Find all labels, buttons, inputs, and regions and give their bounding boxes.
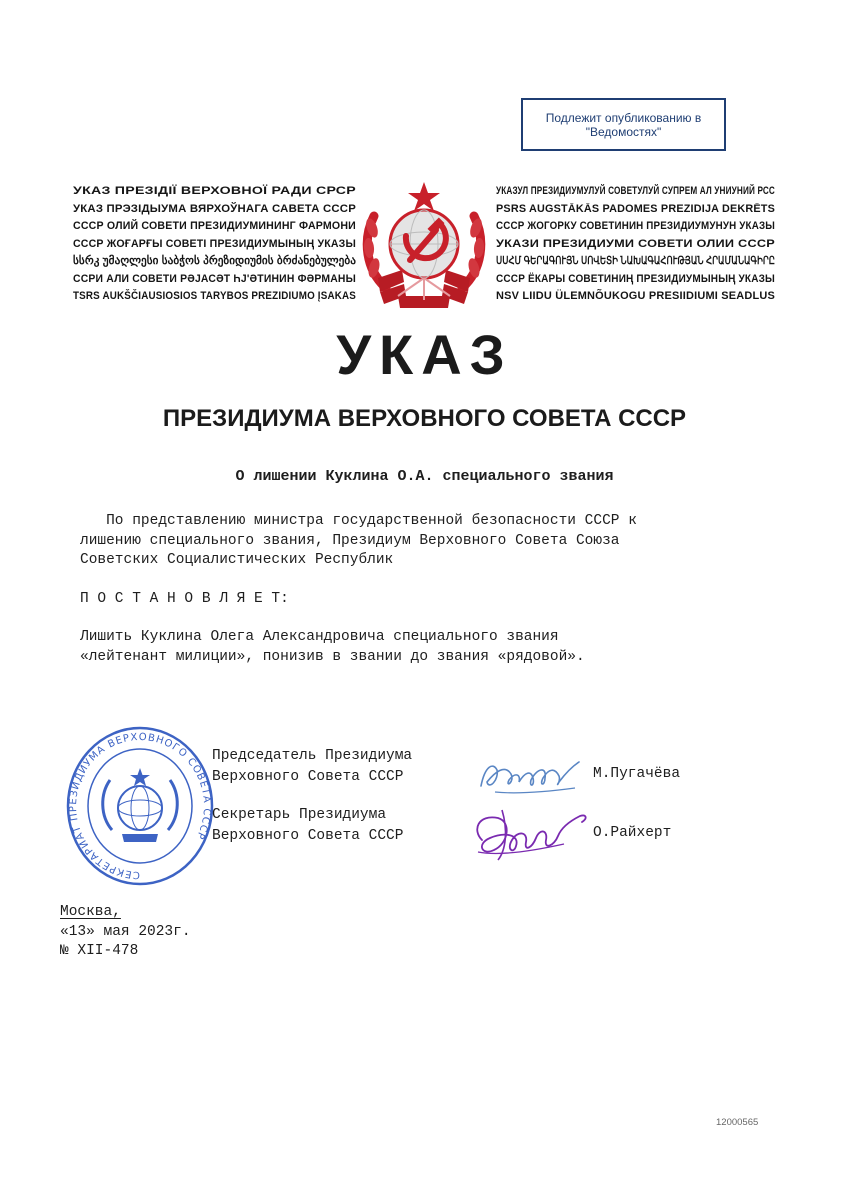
header-right-line: УКАЗУЛ ПРЕЗИДИУМУЛУЙ СОВЕТУЛУЙ СУПРЕМ АЛ УНИУНИЙ РСС bbox=[496, 185, 775, 197]
ussr-emblem-icon bbox=[358, 178, 490, 313]
chair-title bbox=[212, 746, 412, 788]
preamble-paragraph bbox=[80, 512, 637, 571]
header-right-line: УКАЗИ ПРЕЗИДИУМИ СОВЕТИ ОЛИИ СССР bbox=[496, 237, 775, 250]
chair-title-line: Верховного Совета СССР bbox=[212, 769, 404, 785]
header-right-line: PSRS AUGSTĀKĀS PADOMES PREZIDIJA DEKRĒTS bbox=[496, 202, 775, 215]
header-left-line: ССРИ АЛИ СОВЕТИ РӘЈАСӘТ ҺЈ'ӘТИНИН ФӘРМАНЫ bbox=[73, 272, 356, 285]
decree-resolves-heading: П О С Т А Н О В Л Я Е Т: bbox=[80, 591, 289, 607]
header-right-line: NSV LIIDU ÜLEMNÕUKOGU PRESIIDIUMI SEADLUS bbox=[496, 290, 775, 302]
header-left-line: TSRS AUKŠČIAUSIOSIOS TARYBOS PREZIDIUMO ĮSAKAS bbox=[73, 290, 356, 302]
decree-date: «13» мая 2023г. bbox=[60, 924, 191, 940]
secretary-title bbox=[212, 805, 403, 847]
header-right-column bbox=[496, 183, 849, 306]
decree-body-line: «лейтенант милиции», понизив в звании до звания «рядовой». bbox=[80, 648, 585, 665]
secretary-signature-icon bbox=[468, 800, 593, 865]
place-city: Москва, bbox=[60, 904, 121, 920]
document-code: 12000565 bbox=[716, 1117, 759, 1128]
publication-stamp-line1: Подлежит опубликованию в bbox=[545, 110, 702, 125]
header-left-line: СССР ОЛИЙ СОВЕТИ ПРЕЗИДИУМИНИНГ ФАРМОНИ bbox=[73, 220, 356, 232]
decree-body-line: Лишить Куклина Олега Александровича специального звания bbox=[80, 629, 559, 645]
secretary-title-line: Секретарь Президиума bbox=[212, 807, 387, 823]
decree-subject: О лишении Куклина О.А. специального звания bbox=[235, 468, 614, 485]
document-subtitle: ПРЕЗИДИУМА ВЕРХОВНОГО СОВЕТА СССР bbox=[162, 405, 687, 432]
publication-stamp-line2: "Ведомостях" bbox=[585, 124, 662, 139]
header-left-column bbox=[73, 183, 384, 306]
header-left-line: სსრკ უმაღლესი საბჭოს პრეზიდიუმის ბრძანებულება bbox=[73, 255, 356, 267]
preamble-line: По представлению министра государственной безопасности СССР к bbox=[80, 513, 637, 529]
decree-body bbox=[80, 628, 585, 667]
preamble-line: лишению специального звания, Президиум Верховного Совета Союза bbox=[80, 532, 620, 549]
svg-text:СЕКРЕТАРИАТ ПРЕЗИДИУМА ВЕРХОВН bbox=[68, 732, 212, 880]
document-title: УКАЗ bbox=[336, 323, 513, 386]
chair-signature-icon bbox=[475, 752, 585, 802]
chair-name: М.Пугачёва bbox=[593, 766, 681, 782]
chair-title-line: Председатель Президиума bbox=[212, 748, 413, 764]
publication-stamp bbox=[521, 98, 726, 151]
seal-text: СЕКРЕТАРИАТ ПРЕЗИДИУМА ВЕРХОВНОГО СОВЕТА СССР bbox=[67, 731, 213, 881]
header-left-line: УКАЗ ПРЭЗІДЫУМА ВЯРХОЎНАГА САВЕТА СССР bbox=[73, 202, 356, 215]
official-seal-icon bbox=[66, 726, 214, 886]
secretary-title-line: Верховного Совета СССР bbox=[212, 828, 404, 844]
header-left-line: УКАЗ ПРЕЗІДІЇ ВЕРХОВНОЇ РАДИ СРСР bbox=[73, 185, 356, 197]
preamble-line: Советских Социалистических Республик bbox=[80, 552, 394, 568]
secretary-name: О.Райхерт bbox=[593, 825, 672, 841]
decree-number: № XII-478 bbox=[60, 943, 139, 959]
header-right-line: СССР ЖОГОРКУ СОВЕТИНИН ПРЕЗИДИУМУНУН УКАЗЫ bbox=[496, 220, 775, 232]
header-right-line: ՍՍՀՄ ԳԵՐԱԳՈՒՅՆ ՍՈՎԵՏԻ ՆԱԽԱԳԱՀՈՒԹՅԱՆ ՀՐԱՄԱՆԱԳԻՐԸ bbox=[496, 255, 775, 267]
header-left-line: СССР ЖОҒАРҒЫ СОВЕТІ ПРЕЗИДИУМЫНЫҢ УКАЗЫ bbox=[73, 237, 356, 250]
header-right-line: СССР ЁКАРЫ СОВЕТИНИҢ ПРЕЗИДИУМЫНЫҢ УКАЗЫ bbox=[496, 272, 775, 285]
